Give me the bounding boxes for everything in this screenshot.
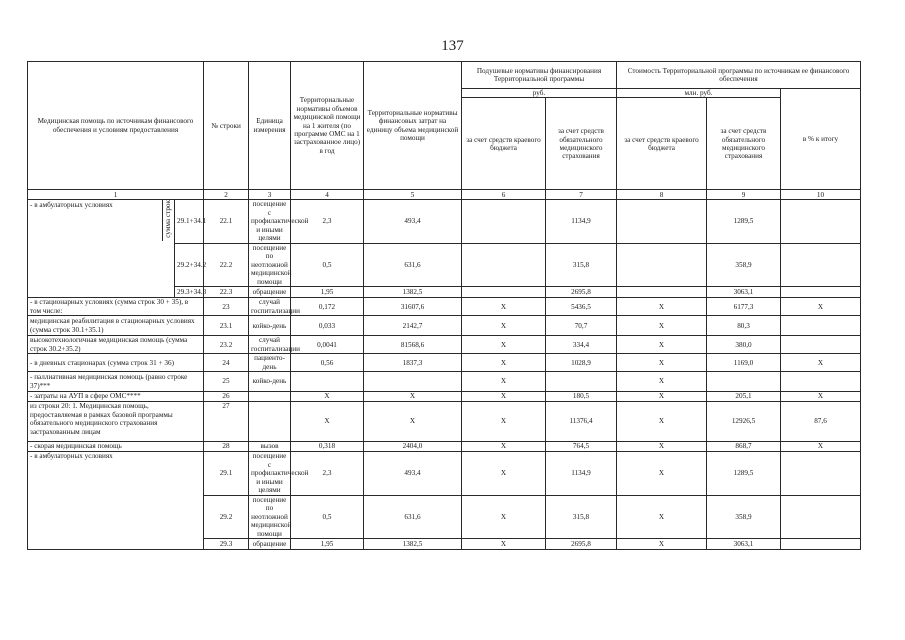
oms-rub: 70,7 xyxy=(546,316,617,336)
header-regional-budget-rub: за счет средств краевого бюджета xyxy=(462,98,546,190)
cost-norm: X xyxy=(364,402,462,442)
header-program-cost-group: Стоимость Территориальной программы по источникам ее финансового обеспечения xyxy=(617,62,861,89)
header-volume-norms: Территориальные нормативы объемов медицинской помощи на 1 жителя (по программе ОМС на 1 застрахованное лицо) в год xyxy=(291,62,364,190)
cost-norm: 2404,0 xyxy=(364,442,462,452)
line-number: 25 xyxy=(204,372,249,392)
unit: посещение с профилактической и иными целями xyxy=(249,200,291,243)
header-per-capita-group: Подушевые нормативы финансирования Территориальной программы xyxy=(462,62,617,89)
regional-rub: X xyxy=(462,539,546,550)
column-number: 2 xyxy=(204,190,249,200)
unit: вызов xyxy=(249,442,291,452)
line-number: 28 xyxy=(204,442,249,452)
volume-norm: X xyxy=(291,392,364,402)
regional-rub xyxy=(462,200,546,243)
line-number: 27 xyxy=(204,402,249,442)
header-medical-care: Медицинская помощь по источникам финансового обеспечения и условиям предоставления xyxy=(28,62,204,190)
oms-mln: 868,7 xyxy=(707,442,781,452)
table-row xyxy=(28,402,861,442)
percent xyxy=(781,495,861,538)
line-number: 22.2 xyxy=(204,243,249,286)
regional-mln xyxy=(617,243,707,286)
unit xyxy=(249,392,291,402)
side-label: сумма строк xyxy=(162,200,174,240)
oms-mln: 1289,5 xyxy=(707,200,781,243)
line-number: 24 xyxy=(204,354,249,372)
oms-rub: 1134,9 xyxy=(546,200,617,243)
cost-norm: 493,4 xyxy=(364,452,462,495)
regional-rub: X xyxy=(462,442,546,452)
regional-mln xyxy=(617,200,707,243)
header-unit: Единица измерения xyxy=(249,62,291,190)
regional-rub: X xyxy=(462,354,546,372)
regional-mln: X xyxy=(617,316,707,336)
volume-norm xyxy=(291,372,364,392)
percent: X xyxy=(781,354,861,372)
volume-norm: 0,5 xyxy=(291,243,364,286)
row-name: - в амбулаторных условиях xyxy=(30,201,113,210)
column-number-row xyxy=(28,190,861,200)
regional-mln: X xyxy=(617,298,707,316)
table-row xyxy=(28,316,861,336)
column-number: 6 xyxy=(462,190,546,200)
percent xyxy=(781,243,861,286)
cost-norm: 81568,6 xyxy=(364,336,462,354)
line-number: 23.1 xyxy=(204,316,249,336)
oms-rub: 764,5 xyxy=(546,442,617,452)
regional-mln: X xyxy=(617,442,707,452)
regional-mln: X xyxy=(617,539,707,550)
oms-mln: 358,9 xyxy=(707,495,781,538)
oms-rub: 11376,4 xyxy=(546,402,617,442)
header-oms-rub: за счет средств обязательного медицинского страхования xyxy=(546,98,617,190)
unit: обращение xyxy=(249,287,291,298)
budget-table xyxy=(27,61,861,550)
oms-rub xyxy=(546,372,617,392)
oms-mln: 6177,3 xyxy=(707,298,781,316)
unit: койко-день xyxy=(249,316,291,336)
percent xyxy=(781,336,861,354)
row-name-cell xyxy=(28,200,175,298)
line-number: 26 xyxy=(204,392,249,402)
header-oms-mln: за счет средств обязательного медицинского страхования xyxy=(707,98,781,190)
volume-norm: 1,95 xyxy=(291,539,364,550)
oms-rub: 1134,9 xyxy=(546,452,617,495)
volume-norm: X xyxy=(291,402,364,442)
oms-rub: 2695,8 xyxy=(546,539,617,550)
table-row xyxy=(28,336,861,354)
unit xyxy=(249,402,291,442)
oms-rub: 2695,8 xyxy=(546,287,617,298)
oms-rub: 1028,9 xyxy=(546,354,617,372)
line-number: 23.2 xyxy=(204,336,249,354)
oms-mln: 1169,0 xyxy=(707,354,781,372)
regional-rub xyxy=(462,287,546,298)
cost-norm: 631,6 xyxy=(364,495,462,538)
header-regional-budget-mln: за счет средств краевого бюджета xyxy=(617,98,707,190)
unit: случай госпитализации xyxy=(249,298,291,316)
page-number: 137 xyxy=(441,38,464,54)
column-number: 10 xyxy=(781,190,861,200)
table-row xyxy=(28,200,861,243)
line-number: 22.3 xyxy=(204,287,249,298)
header-unit-rub: руб. xyxy=(462,89,617,98)
cost-norm: X xyxy=(364,392,462,402)
volume-norm: 0,5 xyxy=(291,495,364,538)
sub-lines: 29.3+34.3 xyxy=(175,287,204,298)
oms-rub: 334,4 xyxy=(546,336,617,354)
oms-mln: 380,0 xyxy=(707,336,781,354)
regional-mln xyxy=(617,287,707,298)
regional-mln: X xyxy=(617,372,707,392)
regional-mln: X xyxy=(617,354,707,372)
volume-norm: 0,172 xyxy=(291,298,364,316)
percent: X xyxy=(781,442,861,452)
column-number: 7 xyxy=(546,190,617,200)
unit: посещение с профилактической и иными целями xyxy=(249,452,291,495)
table-row xyxy=(28,354,861,372)
regional-rub: X xyxy=(462,402,546,442)
volume-norm: 1,95 xyxy=(291,287,364,298)
regional-mln: X xyxy=(617,495,707,538)
line-number: 29.3 xyxy=(204,539,249,550)
row-name: - скорая медицинская помощь xyxy=(28,442,204,452)
unit: пациенто-день xyxy=(249,354,291,372)
row-name: - паллиативная медицинская помощь (равно строке 37)*** xyxy=(28,372,204,392)
line-number: 29.1 xyxy=(204,452,249,495)
table-row xyxy=(28,392,861,402)
line-number: 22.1 xyxy=(204,200,249,243)
volume-norm: 0,318 xyxy=(291,442,364,452)
table-row xyxy=(28,452,861,495)
percent: X xyxy=(781,392,861,402)
table-row xyxy=(28,372,861,392)
regional-rub: X xyxy=(462,392,546,402)
regional-rub xyxy=(462,243,546,286)
cost-norm: 1382,5 xyxy=(364,287,462,298)
oms-mln: 3063,1 xyxy=(707,287,781,298)
regional-mln: X xyxy=(617,402,707,442)
unit: обращение xyxy=(249,539,291,550)
row-name: из строки 20: 1. Медицинская помощь, предоставляемая в рамках базовой программы обязательного медицинского страхования застрахованным лицам xyxy=(28,402,204,442)
percent xyxy=(781,372,861,392)
oms-mln: 1289,5 xyxy=(707,452,781,495)
cost-norm: 31607,6 xyxy=(364,298,462,316)
regional-rub: X xyxy=(462,316,546,336)
oms-rub: 180,5 xyxy=(546,392,617,402)
oms-rub: 315,8 xyxy=(546,495,617,538)
oms-mln: 3063,1 xyxy=(707,539,781,550)
volume-norm: 0,033 xyxy=(291,316,364,336)
oms-mln: 12926,5 xyxy=(707,402,781,442)
sub-lines: 29.2+34.2 xyxy=(175,243,204,286)
regional-rub: X xyxy=(462,372,546,392)
volume-norm: 2,3 xyxy=(291,452,364,495)
column-number: 4 xyxy=(291,190,364,200)
unit: койко-день xyxy=(249,372,291,392)
line-number: 23 xyxy=(204,298,249,316)
header-unit-mln-rub: млн. руб. xyxy=(617,89,781,98)
column-number: 5 xyxy=(364,190,462,200)
regional-rub: X xyxy=(462,336,546,354)
percent xyxy=(781,452,861,495)
column-number: 8 xyxy=(617,190,707,200)
oms-mln: 80,3 xyxy=(707,316,781,336)
regional-mln: X xyxy=(617,392,707,402)
cost-norm: 493,4 xyxy=(364,200,462,243)
row-name: - в дневных стационарах (сумма строк 31 + 36) xyxy=(28,354,204,372)
header-line-number: № строки xyxy=(204,62,249,190)
cost-norm: 1837,3 xyxy=(364,354,462,372)
column-number: 1 xyxy=(28,190,204,200)
header-cost-norms: Территориальные нормативы финансовых затрат на единицу объема медицинской помощи xyxy=(364,62,462,190)
oms-rub: 5436,5 xyxy=(546,298,617,316)
regional-rub: X xyxy=(462,452,546,495)
percent xyxy=(781,287,861,298)
regional-rub: X xyxy=(462,495,546,538)
row-name: - затраты на АУП в сфере ОМС**** xyxy=(28,392,204,402)
regional-rub: X xyxy=(462,298,546,316)
percent xyxy=(781,200,861,243)
oms-mln xyxy=(707,372,781,392)
header-percent: в % к итогу xyxy=(781,89,861,190)
column-number: 3 xyxy=(249,190,291,200)
percent: X xyxy=(781,298,861,316)
unit: случай госпитализации xyxy=(249,336,291,354)
percent xyxy=(781,539,861,550)
sub-lines: 29.1+34.1 xyxy=(175,200,204,243)
row-name: - в амбулаторных условиях xyxy=(28,452,204,550)
unit: посещение по неотложной медицинской помощи xyxy=(249,495,291,538)
column-number: 9 xyxy=(707,190,781,200)
volume-norm: 2,3 xyxy=(291,200,364,243)
cost-norm: 2142,7 xyxy=(364,316,462,336)
regional-mln: X xyxy=(617,452,707,495)
row-name: - в стационарных условиях (сумма строк 30 + 35), в том числе: xyxy=(28,298,204,316)
table-row xyxy=(28,442,861,452)
row-name: высокотехнологичная медицинская помощь (сумма строк 30.2+35.2) xyxy=(28,336,204,354)
volume-norm: 0,56 xyxy=(291,354,364,372)
line-number: 29.2 xyxy=(204,495,249,538)
cost-norm xyxy=(364,372,462,392)
row-name: медицинская реабилитация в стационарных условиях (сумма строк 30.1+35.1) xyxy=(28,316,204,336)
percent: 87,6 xyxy=(781,402,861,442)
regional-mln: X xyxy=(617,336,707,354)
unit: посещение по неотложной медицинской помощи xyxy=(249,243,291,286)
oms-mln: 205,1 xyxy=(707,392,781,402)
oms-mln: 358,9 xyxy=(707,243,781,286)
percent xyxy=(781,316,861,336)
oms-rub: 315,8 xyxy=(546,243,617,286)
volume-norm: 0,0041 xyxy=(291,336,364,354)
cost-norm: 631,6 xyxy=(364,243,462,286)
cost-norm: 1382,5 xyxy=(364,539,462,550)
table-row xyxy=(28,298,861,316)
